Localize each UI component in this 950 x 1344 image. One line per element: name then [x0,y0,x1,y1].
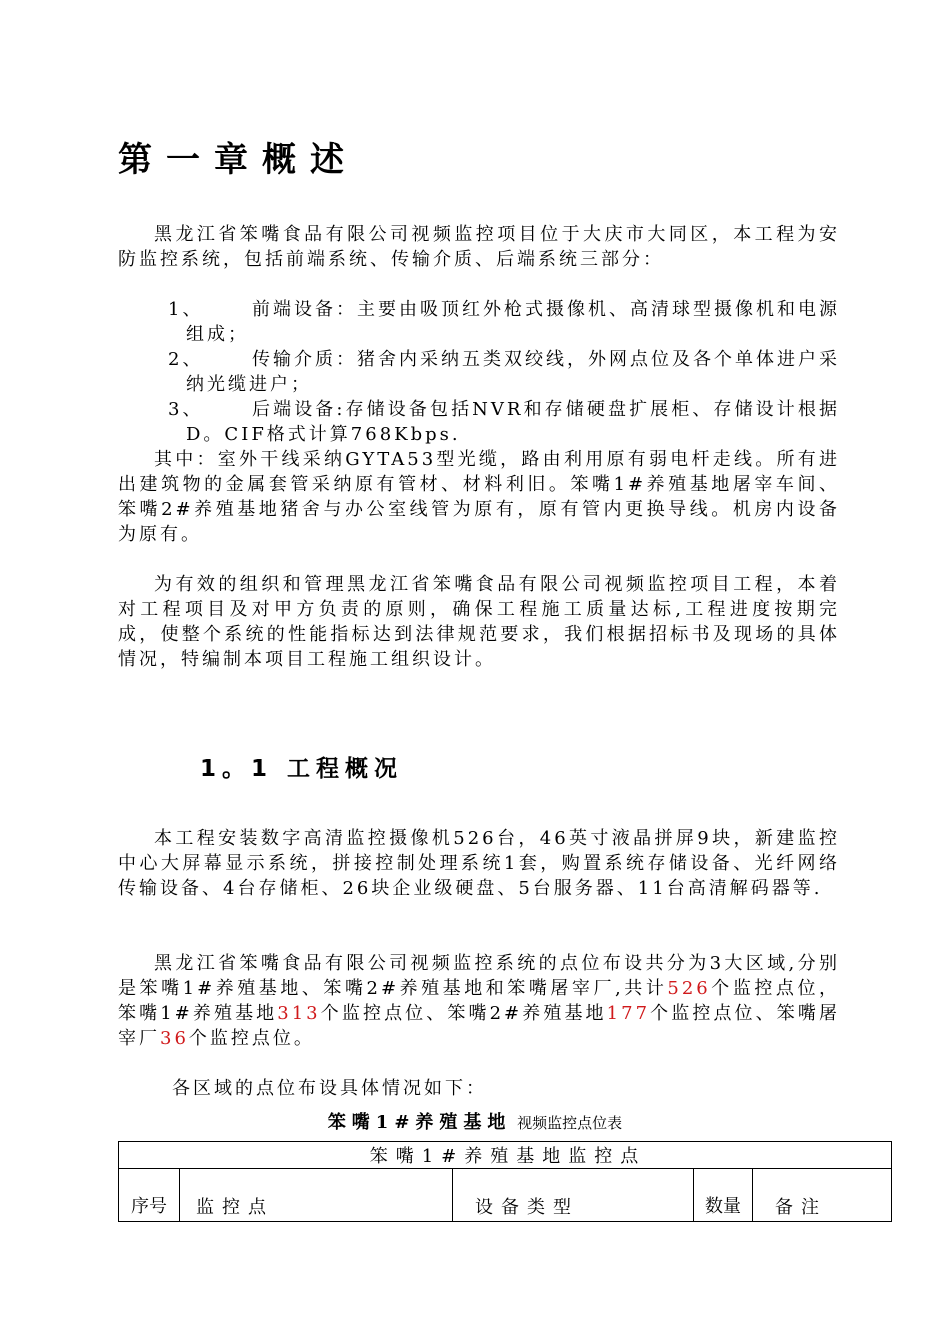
list-item-number: 3、 [168,399,204,420]
list-item-text: 传输介质：猪舍内采纳五类双绞线，外网点位及各个单体进户采纳光缆进户； [186,349,840,395]
overview-paragraph-2 [118,951,840,1051]
overview-paragraph-3: 各区域的点位布设具体情况如下： [172,1078,487,1099]
overview-text: 个监控点位、笨嘴2#养殖基地 [320,1003,607,1024]
overview-text: 个监控点位，笨嘴1#养殖基地 [118,978,840,1024]
column-header-quantity: 数量 [694,1169,753,1222]
overview-text: 个监控点位。 [188,1028,315,1049]
intro-paragraph-2: 其中：室外干线采纳GYTA53型光缆，路由利用原有弱电杆走线。所有进出建筑物的金属套管采纳原有管材、材料利旧。笨嘴1#养殖基地屠宰车间、笨嘴2#养殖基地猪舍与办公室线管为原有，原有管内更换导线。机房内设备为原有。 [118,449,840,545]
intro-paragraph-1: 黑龙江省笨嘴食品有限公司视频监控项目位于大庆市大同区，本工程为安防监控系统，包括前端系统、传输介质、后端系统三部分： [118,224,840,270]
site3-points-count: 36 [160,1028,189,1049]
table-column-header-row [119,1169,892,1222]
overview-paragraph-1: 本工程安装数字高清监控摄像机526台，46英寸液晶拼屏9块，新建监控中心大屏幕显示系统，拼接控制处理系统1套，购置系统存储设备、光纤网络传输设备、4台存储柜、26块企业级硬盘、5台服务器、11台高清解码器等. [118,828,840,899]
section-title: 1。1 工程概况 [200,756,404,782]
site2-points-count: 177 [606,1003,651,1024]
column-header-device-type: 设备类型 [453,1169,694,1222]
list-item-number: 2、 [168,349,204,370]
total-points-count: 526 [667,978,711,999]
table-header: 笨嘴1#养殖基地监控点 [119,1142,892,1169]
column-header-seq: 序号 [119,1169,180,1222]
overview-text: 黑龙江省笨嘴食品有限公司视频监控系统的点位布设共分为3大区域,分别是笨嘴1#养殖基地、笨嘴2#养殖基地和笨嘴屠宰厂,共计 [118,953,840,999]
list-item-text: 前端设备：主要由吸顶红外枪式摄像机、高清球型摄像机和电源组成； [186,299,840,345]
table-caption-title: 笨嘴1#养殖基地 [327,1112,512,1133]
overview-text: 个监控点位、笨嘴屠宰厂 [118,1003,840,1049]
list-item-1 [118,297,840,347]
intro-paragraph-3: 为有效的组织和管理黑龙江省笨嘴食品有限公司视频监控项目工程，本着对工程项目及对甲方负责的原则，确保工程施工质量达标,工程进度按期完成，使整个系统的性能指标达到法律规范要求，我们根据招标书及现场的具体情况，特编制本项目工程施工组织设计。 [118,574,840,670]
site1-points-count: 313 [277,1003,321,1024]
list-item-number: 1、 [168,299,204,320]
monitoring-points-table [118,1141,892,1222]
column-header-remarks: 备注 [753,1169,892,1222]
table-caption-subtitle: 视频监控点位表 [517,1114,623,1132]
list-item-2 [118,347,840,397]
column-header-point: 监控点 [180,1169,453,1222]
list-item-3 [118,397,840,447]
list-item-text: 后端设备:存储设备包括NVR和存储硬盘扩展柜、存储设计根据D。CIF格式计算768Kbps. [186,399,840,445]
table-caption [0,1108,950,1134]
chapter-title: 第一章概述 [118,140,358,180]
